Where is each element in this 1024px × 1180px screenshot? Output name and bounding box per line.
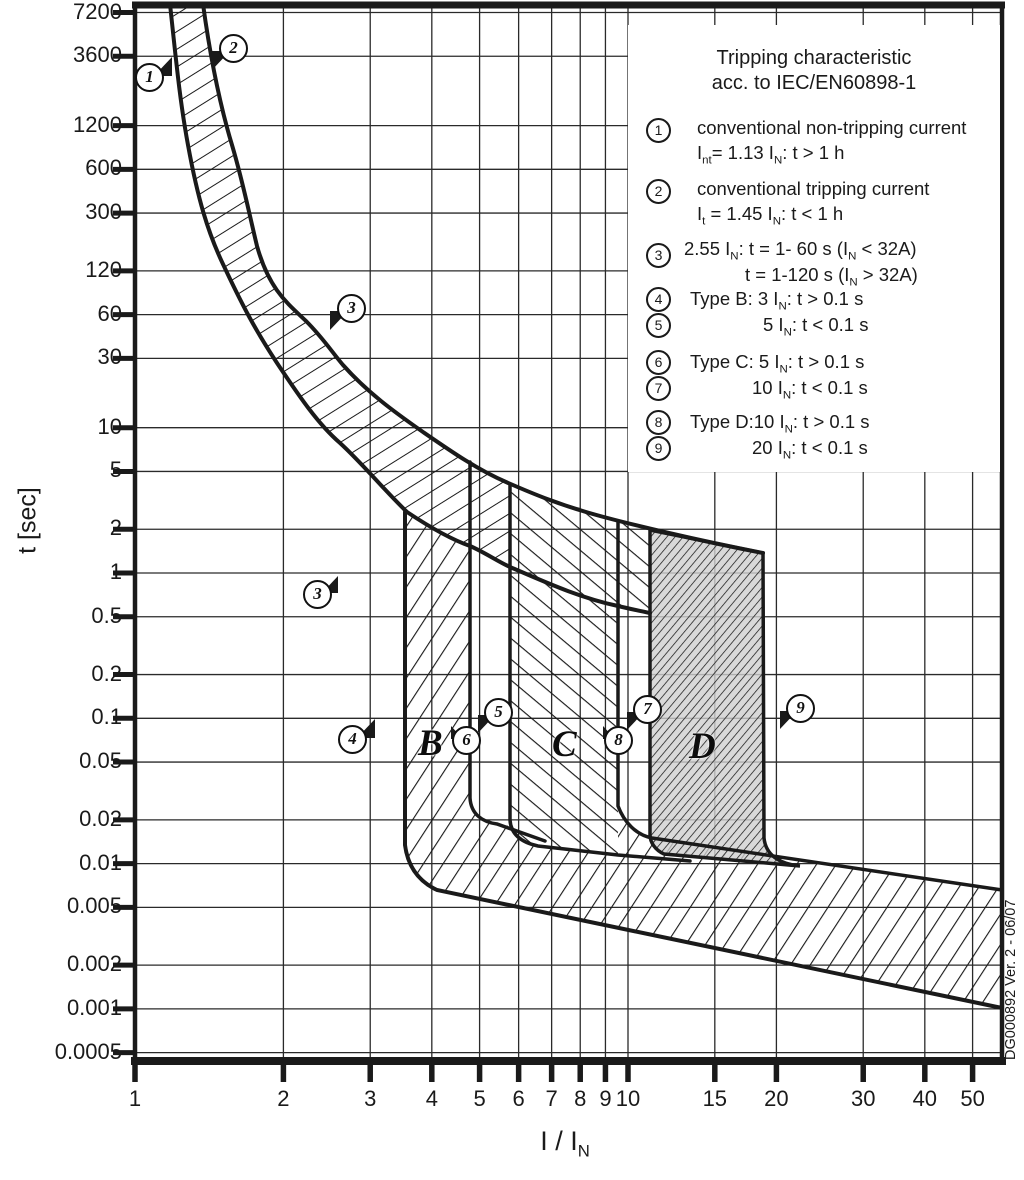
y-tick-label: 7200 (73, 0, 122, 24)
legend-item-text: $I_{nt}= 1.13$ $I_N$: t > 1 h (697, 142, 845, 167)
curve-marker-8: 8 (604, 726, 633, 755)
x-tick-label: 4 (425, 1086, 438, 1111)
legend-item-number-4: 4 (646, 287, 671, 312)
y-tick-label: 0.02 (79, 805, 122, 831)
y-tick-label: 0.5 (91, 602, 122, 628)
legend-item-number-3: 3 (646, 243, 671, 268)
legend-item-text: Type D:10 $I_N$: t > 0.1 s (690, 411, 870, 436)
document-number-note: DG000892 Ver. 2 - 06/07 (1003, 899, 1019, 1060)
x-tick-label: 50 (960, 1086, 985, 1111)
thermal-tripping-band (170, 4, 510, 567)
y-tick-label: 0.1 (91, 704, 122, 730)
band-letter-d: D (689, 726, 716, 767)
x-tick-label: 7 (545, 1086, 558, 1111)
x-tick-label: 10 (615, 1086, 641, 1111)
y-tick-label: 3600 (73, 42, 122, 68)
legend-item-text: 2.55 $I_N$: t = 1- 60 s $(I_N < 32A)$ (684, 238, 917, 263)
x-tick-label: 1 (128, 1086, 142, 1111)
type-c-band (510, 484, 618, 855)
legend-item-number-1: 1 (646, 118, 671, 143)
legend-item-text: Type B: 3 $I_N$: t > 0.1 s (690, 288, 864, 313)
curve-marker-3: 3 (337, 294, 366, 323)
legend-item-number-6: 6 (646, 350, 671, 375)
legend (628, 25, 1000, 472)
legend-item-text: $I_t = 1.45$ $I_N$: t < 1 h (697, 203, 844, 228)
curve-marker-3: 3 (303, 580, 332, 609)
x-tick-label: 9 (599, 1086, 612, 1111)
curve-marker-1: 1 (135, 63, 164, 92)
legend-item-text: conventional non-tripping current (697, 117, 967, 138)
y-tick-label: 1 (109, 559, 122, 584)
y-tick-label: 300 (85, 199, 122, 225)
legend-item-text: conventional tripping current (697, 178, 930, 199)
legend-item-text: 5 $I_N$: t < 0.1 s (763, 314, 869, 339)
y-axis-label: t [sec] (13, 487, 42, 554)
y-tick-label: 600 (85, 155, 122, 181)
band-letter-b: B (418, 723, 443, 764)
x-tick-label: 30 (850, 1086, 876, 1111)
x-axis-label: I / $I_N$ (540, 1126, 590, 1161)
legend-item-number-9: 9 (646, 436, 671, 461)
legend-item-number-5: 5 (646, 313, 671, 338)
legend-item-text: t = 1-120 s $(I_N > 32A)$ (745, 264, 918, 289)
y-tick-label: 0.001 (66, 994, 122, 1020)
y-tick-label: 60 (97, 300, 122, 326)
legend-title-line2: acc. to IEC/EN60898-1 (711, 72, 917, 94)
y-tick-label: 120 (85, 256, 122, 282)
x-tick-label: 2 (277, 1086, 290, 1111)
curve-marker-4: 4 (338, 725, 367, 754)
y-tick-label: 0.002 (66, 951, 122, 977)
y-tick-label: 0.05 (79, 748, 122, 774)
y-tick-label: 10 (97, 413, 122, 439)
y-tick-label: 0.2 (91, 660, 122, 686)
type-d-band (650, 530, 800, 866)
x-tick-label: 15 (702, 1086, 728, 1111)
y-tick-label: 0.0005 (54, 1038, 122, 1064)
x-tick-label: 8 (574, 1086, 587, 1111)
legend-item-text: 10 $I_N$: t < 0.1 s (752, 377, 868, 402)
y-tick-label: 0.01 (79, 849, 122, 875)
curve-marker-2: 2 (219, 34, 248, 63)
curve-marker-7: 7 (633, 695, 662, 724)
band-letter-c: C (552, 724, 577, 765)
curve-marker-5: 5 (484, 698, 513, 727)
x-tick-label: 5 (473, 1086, 486, 1111)
y-tick-label: 1200 (73, 111, 122, 137)
type-b-band (405, 512, 470, 898)
curve-marker-6: 6 (452, 726, 481, 755)
y-tick-label: 0.005 (66, 893, 122, 919)
y-tick-label: 2 (109, 515, 122, 541)
x-tick-label: 20 (764, 1086, 789, 1111)
curve-marker-9: 9 (786, 694, 815, 723)
x-tick-label: 6 (512, 1086, 525, 1111)
legend-item-number-7: 7 (646, 376, 671, 401)
legend-title-line1: Tripping characteristic (716, 47, 912, 69)
legend-item-text: Type C: 5 $I_N$: t > 0.1 s (690, 351, 865, 376)
x-tick-label: 3 (364, 1086, 377, 1111)
y-tick-label: 30 (97, 344, 122, 370)
y-tick-label: 5 (109, 457, 122, 483)
legend-item-number-8: 8 (646, 410, 671, 435)
x-tick-label: 40 (912, 1086, 938, 1111)
legend-item-text: 20 $I_N$: t < 0.1 s (752, 437, 868, 462)
legend-item-number-2: 2 (646, 179, 671, 204)
